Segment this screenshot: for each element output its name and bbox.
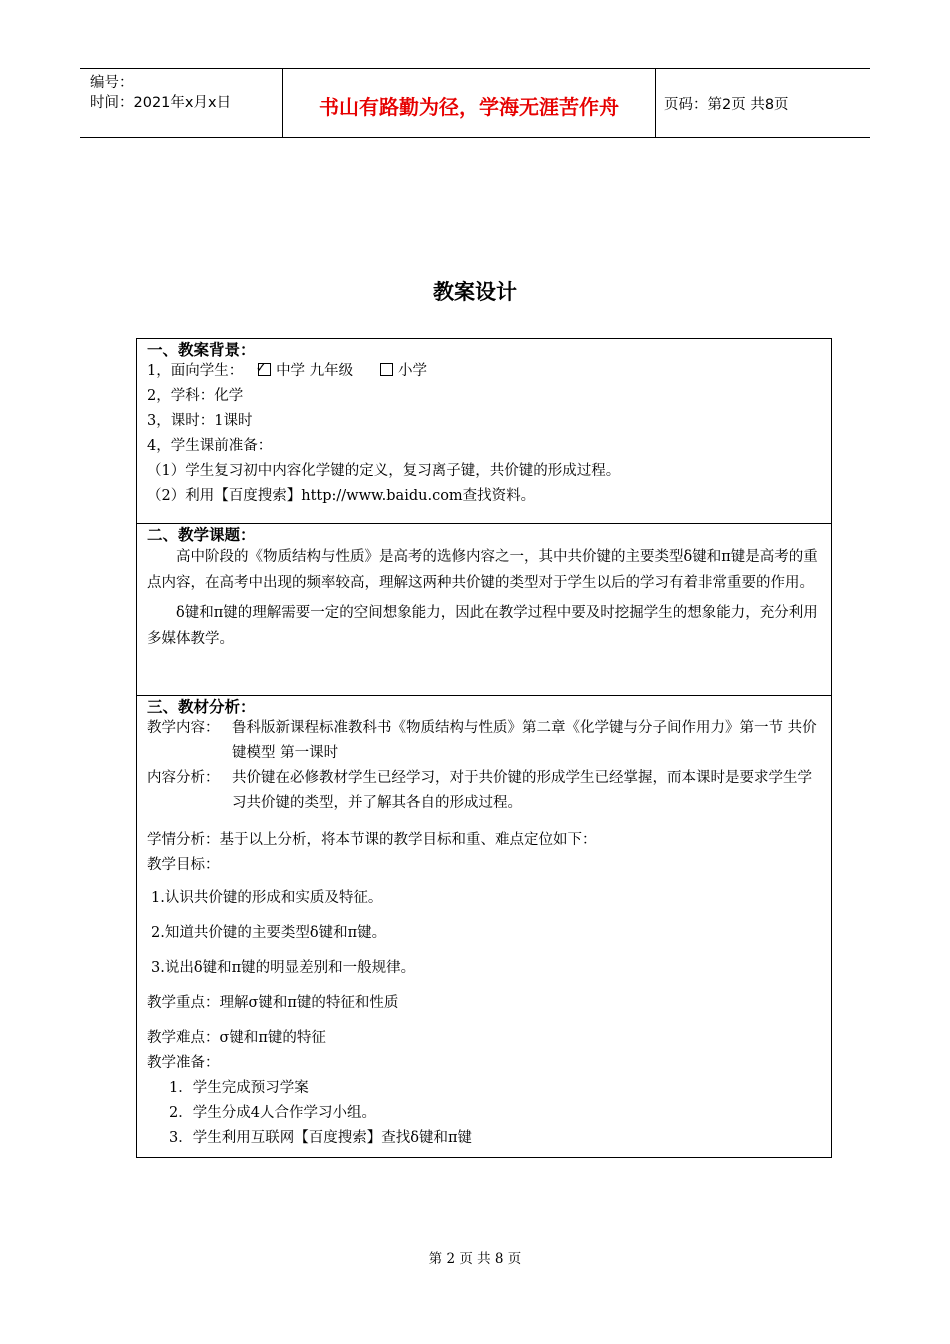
prep-item: （2）利用【百度搜索】http://www.baidu.com查找资料。 [147,488,536,504]
analysis-text: 共价键在必修教材学生已经学习，对于共价键的形成学生已经掌握，而本课时是要求学生学习共价键的类型，并了解其各自的形成过程。 [232,770,812,811]
document-header [80,68,870,138]
subject-line: 2，学科：化学 [147,388,244,404]
prep-item: （1）学生复习初中内容化学键的定义，复习离子键，共价键的形成过程。 [147,463,621,479]
content-label: 教学内容： [147,720,220,736]
content-row [137,716,831,766]
page-title: 教案设计 [433,280,517,304]
key-point: 教学重点：理解σ键和π键的特征和性质 [147,995,399,1011]
section-background [136,338,832,524]
analysis-row [137,766,831,816]
section-heading: 一、教案背景： [147,341,256,359]
topic-paragraph: 高中阶段的《物质结构与性质》是高考的选修内容之一，其中共价键的主要类型δ键和π键是高考的重点内容，在高考中出现的频率较高，理解这两种共价键的类型对于学生以后的学习有着非常重要的作用。 [147,549,818,591]
header-divider [655,69,656,137]
section-heading: 三、教材分析： [147,698,256,716]
goals-label: 教学目标： [147,857,220,873]
header-motto: 书山有路勤为径，学海无涯苦作舟 [319,95,619,119]
prep-item: 3．学生利用互联网【百度搜索】查找δ键和π键 [169,1130,472,1146]
situation-line: 学情分析：基于以上分析，将本节课的教学目标和重、难点定位如下： [147,832,597,848]
students-row [137,359,831,384]
primary-school-option: 小学 [398,363,427,379]
hours-line: 3，课时：1课时 [147,413,253,429]
students-label: 1，面向学生： [147,363,244,379]
page-footer: 第 2 页 共 8 页 [428,1251,522,1267]
goal-item: 3.说出δ键和π键的明显差别和一般规律。 [151,960,416,976]
prep-item: 2．学生分成4人合作学习小组。 [169,1105,376,1121]
goal-item: 1.认识共价键的形成和实质及特征。 [151,890,383,906]
time-label: 时间：2021年x月x日 [90,95,232,111]
section-analysis [136,696,832,1158]
primary-school-checkbox[interactable] [380,363,393,376]
header-page-info: 页码：第2页 共8页 [664,97,789,113]
prep-label: 教学准备： [147,1055,220,1071]
section-heading: 二、教学课题： [147,526,256,544]
prep-item: 1．学生完成预习学案 [169,1080,309,1096]
middle-school-option: 中学 九年级 [276,363,354,379]
analysis-label: 内容分析： [147,770,220,786]
section-topic [136,524,832,696]
difficult-point: 教学难点：σ键和π键的特征 [147,1030,326,1046]
prep-label: 4，学生课前准备： [147,438,273,454]
serial-label: 编号： [90,75,134,91]
goal-item: 2.知道共价键的主要类型δ键和π键。 [151,925,387,941]
topic-paragraph: δ键和π键的理解需要一定的空间想象能力，因此在教学过程中要及时挖掘学生的想象能力，充分利用多媒体教学。 [147,605,818,647]
check-mark-icon: ✓ [255,360,268,376]
content-text: 鲁科版新课程标准教科书《物质结构与性质》第二章《化学键与分子间作用力》第一节 共价键模型 第一课时 [232,720,817,761]
middle-school-checkbox[interactable] [255,360,271,376]
header-meta [90,73,231,113]
